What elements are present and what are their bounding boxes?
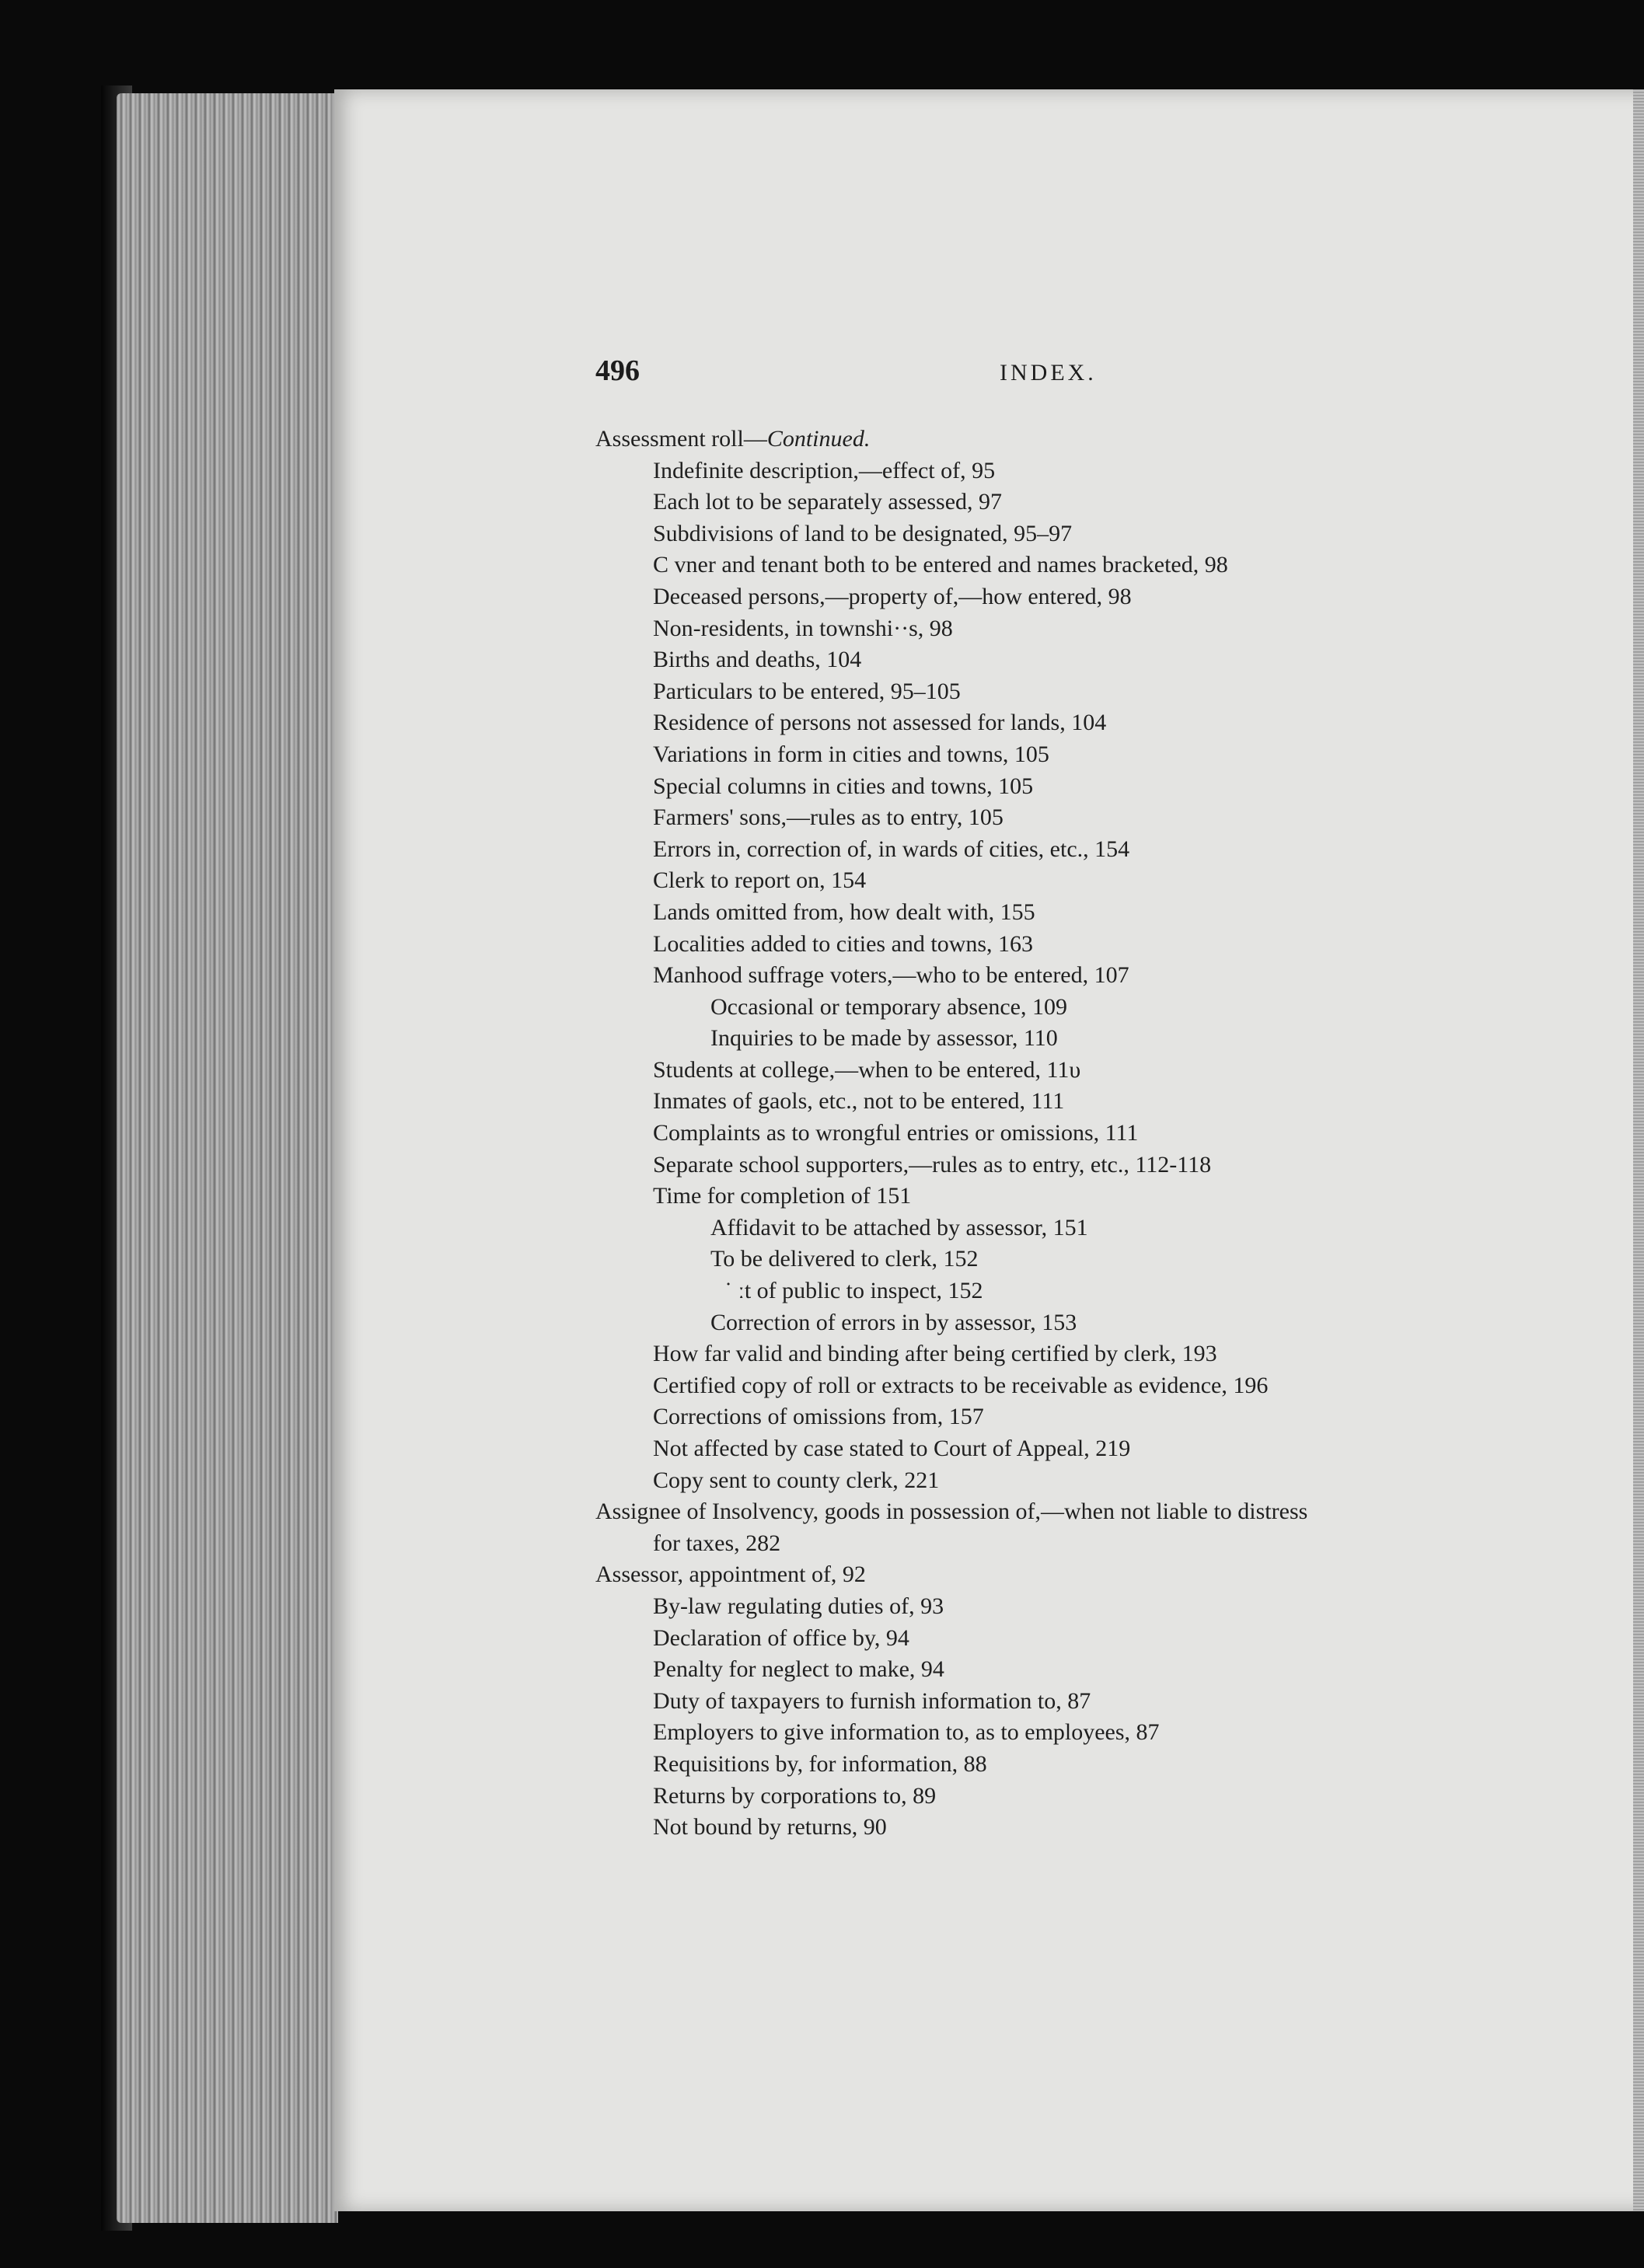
index-entry-text: Penalty for neglect to make, 94 [653, 1656, 944, 1683]
index-subentry [595, 1781, 1552, 1813]
index-subentry [595, 1118, 1552, 1150]
index-subentry [595, 802, 1552, 834]
index-subentry [595, 1370, 1552, 1402]
index-subentry [595, 550, 1552, 581]
index-subentry [595, 929, 1552, 961]
index-entry-text: Correction of errors in by assessor, 153 [710, 1309, 1077, 1335]
index-subentry [595, 581, 1552, 613]
index-entry-text: Manhood suffrage voters,—who to be entered, 107 [653, 962, 1129, 989]
page-right-edge [1633, 89, 1644, 2211]
index-entry-text: Returns by corporations to, 89 [653, 1782, 937, 1809]
index-entry-text: Indefinite description,—effect of, 95 [653, 457, 996, 483]
index-subentry [595, 1812, 1552, 1844]
index-subentry [595, 1433, 1552, 1465]
index-subentry [595, 771, 1552, 803]
index-subentry [595, 1338, 1552, 1370]
index-entry-text: Special columns in cities and towns, 105 [653, 773, 1034, 799]
index-entry-text: Employers to give information to, as to employees, 87 [653, 1719, 1160, 1746]
index-entry-text: Assessor, appointment of, 92 [595, 1561, 866, 1588]
index-entry-text: Births and deaths, 104 [653, 647, 862, 673]
index-entry-text: Each lot to be separately assessed, 97 [653, 489, 1003, 515]
index-subentry [595, 518, 1552, 550]
page-header [595, 354, 1373, 400]
index-entry-text: Deceased persons,—property of,—how entered, 98 [653, 583, 1132, 609]
index-subentry [595, 1623, 1552, 1655]
index-entry-text: Time for completion of 151 [653, 1183, 912, 1209]
index-entry-text: Copy sent to county clerk, 221 [653, 1467, 940, 1493]
page-number: 496 [595, 354, 640, 387]
index-subentry [595, 739, 1552, 771]
index-entry-text: Assignee of Insolvency, goods in possession of,—when not liable to distress [595, 1499, 1308, 1525]
index-subentry [595, 644, 1552, 676]
index-entry-text: How far valid and binding after being certified by clerk, 193 [653, 1341, 1217, 1367]
index-subentry [595, 707, 1552, 739]
index-subentry [595, 1150, 1552, 1181]
index-entry-text: Complaints as to wrongful entries or omissions, 111 [653, 1120, 1139, 1146]
index-entries [595, 424, 1552, 1844]
index-entry-text: Errors in, correction of, in wards of cities, etc., 154 [653, 836, 1130, 862]
index-entry-text: Separate school supporters,—rules as to entry, etc., 112-118 [653, 1151, 1212, 1178]
index-subentry [595, 960, 1552, 992]
index-subentry [595, 613, 1552, 645]
index-entry-text: Duty of taxpayers to furnish information to, 87 [653, 1687, 1091, 1714]
index-entry-text: Requisitions by, for information, 88 [653, 1750, 987, 1777]
index-entry-text: Not bound by returns, 90 [653, 1814, 887, 1841]
index-entry-text: Inmates of gaols, etc., not to be entered, 111 [653, 1088, 1065, 1115]
index-entry-text: Students at college,—when to be entered, 11υ [653, 1056, 1081, 1083]
index-subentry [595, 1055, 1552, 1087]
index-subentry [595, 1244, 1552, 1275]
index-entry-text: Particulars to be entered, 95–105 [653, 678, 961, 704]
index-entry-text: Residence of persons not assessed for lands, 104 [653, 710, 1107, 736]
index-entry-text: Lands omitted from, how dealt with, 155 [653, 898, 1035, 925]
index-entry-text: Inquiries to be made by assessor, 110 [710, 1025, 1058, 1052]
index-entry-text: Assessment roll— [595, 426, 767, 452]
index-subentry [595, 897, 1552, 929]
index-subentry [595, 1275, 1552, 1307]
index-subentry [595, 1181, 1552, 1213]
index-entry-text: Certified copy of roll or extracts to be receivable as evidence, 196 [653, 1372, 1269, 1398]
index-entry-text: Variations in form in cities and towns, 105 [653, 741, 1049, 767]
index-entry-text: Affidavit to be attached by assessor, 151 [710, 1214, 1088, 1240]
index-entry-text: ˙ ːt of public to inspect, 152 [724, 1278, 983, 1304]
index-entry-text: Localities added to cities and towns, 163 [653, 930, 1034, 957]
index-subentry [595, 1465, 1552, 1497]
index-entry-text: Farmers' sons,—rules as to entry, 105 [653, 804, 1004, 831]
index-entry-text: C vner and tenant both to be entered and names bracketed, 98 [653, 552, 1228, 578]
index-subentry [595, 1086, 1552, 1118]
page-edges-stack [117, 93, 338, 2223]
index-subentry [595, 1686, 1552, 1718]
index-entry-text: Not affected by case stated to Court of Appeal, 219 [653, 1436, 1131, 1461]
index-entry-text: Occasional or temporary absence, 109 [710, 993, 1067, 1020]
index-subentry [595, 865, 1552, 897]
index-entry-text: Corrections of omissions from, 157 [653, 1404, 984, 1430]
index-subentry [595, 1023, 1552, 1055]
continued-label: Continued. [766, 426, 871, 452]
index-subentry [595, 1591, 1552, 1623]
index-subentry [595, 834, 1552, 866]
index-subentry [595, 1528, 1552, 1560]
index-subentry [595, 1307, 1552, 1339]
index-entry-text: Subdivisions of land to be designated, 95–97 [653, 520, 1073, 546]
index-entry-text: By-law regulating duties of, 93 [653, 1593, 944, 1619]
index-subentry [595, 676, 1552, 708]
index-heading [595, 424, 1552, 455]
index-entry-text: for taxes, 282 [653, 1530, 781, 1556]
index-subentry [595, 1654, 1552, 1686]
index-heading [595, 1496, 1552, 1528]
index-subentry [595, 487, 1552, 518]
running-head: INDEX. [1000, 360, 1097, 386]
index-entry-text: Declaration of office by, 94 [653, 1624, 909, 1651]
index-subentry [595, 1749, 1552, 1781]
index-subentry [595, 1213, 1552, 1244]
index-subentry [595, 1401, 1552, 1433]
index-subentry [595, 1717, 1552, 1749]
index-entry-text: To be delivered to clerk, 152 [710, 1246, 979, 1272]
index-entry-text: Clerk to report on, 154 [653, 867, 867, 894]
index-subentry [595, 992, 1552, 1024]
index-heading [595, 1559, 1552, 1591]
index-subentry [595, 455, 1552, 487]
index-entry-text: Non-residents, in townshi··s, 98 [653, 615, 953, 641]
